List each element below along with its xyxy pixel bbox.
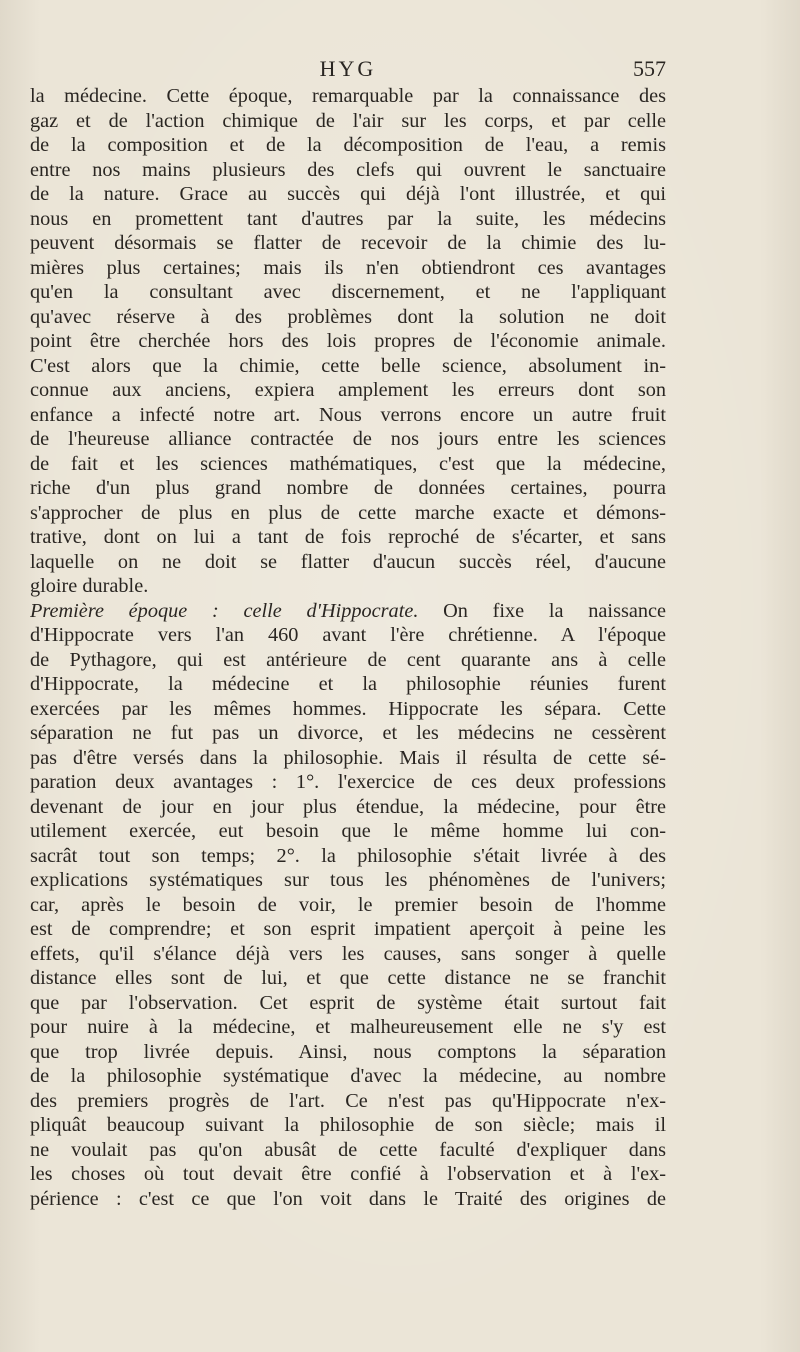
text-line: que trop livrée depuis. Ainsi, nous comptons la séparation [30, 1040, 666, 1063]
text-line: de l'heureuse alliance contractée de nos jours entre les sciences [30, 428, 666, 450]
text-line: les choses où tout devait être confié à l'observation et à l'ex- [30, 1163, 666, 1185]
text-line: de la philosophie systématique d'avec la médecine, au nombre [30, 1065, 666, 1087]
text-line: devenant de jour en jour plus étendue, la médecine, pour être [30, 795, 666, 818]
text-line: utilement exercée, eut besoin que le même homme lui con- [30, 820, 666, 842]
text-line: peuvent désormais se flatter de recevoir de la chimie des lu- [30, 232, 666, 254]
text-line: s'approcher de plus en plus de cette marche exacte et démons- [30, 501, 666, 524]
text-line: d'Hippocrate, la médecine et la philosophie réunies furent [30, 673, 666, 695]
text-line: exercées par les mêmes hommes. Hippocrate les sépara. Cette [30, 697, 666, 720]
text-line: la médecine. Cette époque, remarquable par la connaissance des [30, 85, 666, 107]
text-line: des premiers progrès de l'art. Ce n'est pas qu'Hippocrate n'ex- [30, 1089, 666, 1112]
text-line: enfance a infecté notre art. Nous verrons encore un autre fruit [30, 403, 666, 426]
text-line: nous en promettent tant d'autres par la suite, les médecins [30, 207, 666, 230]
text-line: périence : c'est ce que l'on voit dans le Traité des origines de [30, 1187, 666, 1210]
text-line: gloire durable. [30, 575, 149, 597]
text-line: de la composition et de la décomposition de l'eau, a remis [30, 134, 666, 156]
text-line: pliquât beaucoup suivant la philosophie de son siècle; mais il [30, 1114, 666, 1136]
page-number: 557 [633, 56, 666, 81]
text-line: riche d'un plus grand nombre de données certaines, pourra [30, 477, 666, 499]
text-line: qu'en la consultant avec discernement, et ne l'appliquant [30, 281, 666, 303]
section-first-line-text: On fixe la naissance [443, 599, 666, 622]
text-line: séparation ne fut pas un divorce, et les médecins ne cessèrent [30, 722, 666, 744]
body-text [30, 84, 666, 1211]
text-line: C'est alors que la chimie, cette belle science, absolument in- [30, 354, 666, 377]
text-line: mières plus certaines; mais ils n'en obtiendront ces avantages [30, 256, 666, 279]
running-title: HYG [319, 56, 377, 81]
text-line: car, après le besoin de voir, le premier besoin de l'homme [30, 893, 666, 916]
section-heading: Première époque : celle d'Hippocrate. [30, 599, 419, 622]
text-line: trative, dont on lui a tant de fois reproché de s'écarter, et sans [30, 526, 666, 548]
text-line: entre nos mains plusieurs des clefs qui ouvrent le sanctuaire [30, 158, 666, 181]
text-line: pas d'être versés dans la philosophie. Mais il résulta de cette sé- [30, 746, 666, 769]
text-line: point être cherchée hors des lois propres de l'économie animale. [30, 330, 666, 352]
text-line: ne voulait pas qu'on abusât de cette faculté d'expliquer dans [30, 1138, 666, 1161]
text-line: qu'avec réserve à des problèmes dont la solution ne doit [30, 305, 666, 328]
text-line: sacrât tout son temps; 2°. la philosophie s'était livrée à des [30, 844, 666, 867]
text-line: pour nuire à la médecine, et malheureusement elle ne s'y est [30, 1016, 666, 1038]
text-line: gaz et de l'action chimique de l'air sur les corps, et par celle [30, 109, 666, 132]
text-line: d'Hippocrate vers l'an 460 avant l'ère chrétienne. A l'époque [30, 624, 666, 646]
text-line: explications systématiques sur tous les phénomènes de l'univers; [30, 869, 666, 891]
text-line: est de comprendre; et son esprit impatient aperçoit à peine les [30, 918, 666, 940]
text-line: effets, qu'il s'élance déjà vers les causes, sans songer à quelle [30, 942, 666, 965]
page-header [30, 56, 666, 86]
text-line: distance elles sont de lui, et que cette distance ne se franchit [30, 967, 666, 989]
section-first-line [30, 599, 666, 624]
text-line: laquelle on ne doit se flatter d'aucun succès réel, d'aucune [30, 550, 666, 573]
text-line: de fait et les sciences mathématiques, c'est que la médecine, [30, 452, 666, 475]
text-line: paration deux avantages : 1°. l'exercice de ces deux professions [30, 771, 666, 793]
text-line: de la nature. Grace au succès qui déjà l'ont illustrée, et qui [30, 183, 666, 205]
text-line: de Pythagore, qui est antérieure de cent quarante ans à celle [30, 648, 666, 671]
text-line: que par l'observation. Cet esprit de système était surtout fait [30, 991, 666, 1014]
text-line: connue aux anciens, expiera amplement les erreurs dont son [30, 379, 666, 401]
